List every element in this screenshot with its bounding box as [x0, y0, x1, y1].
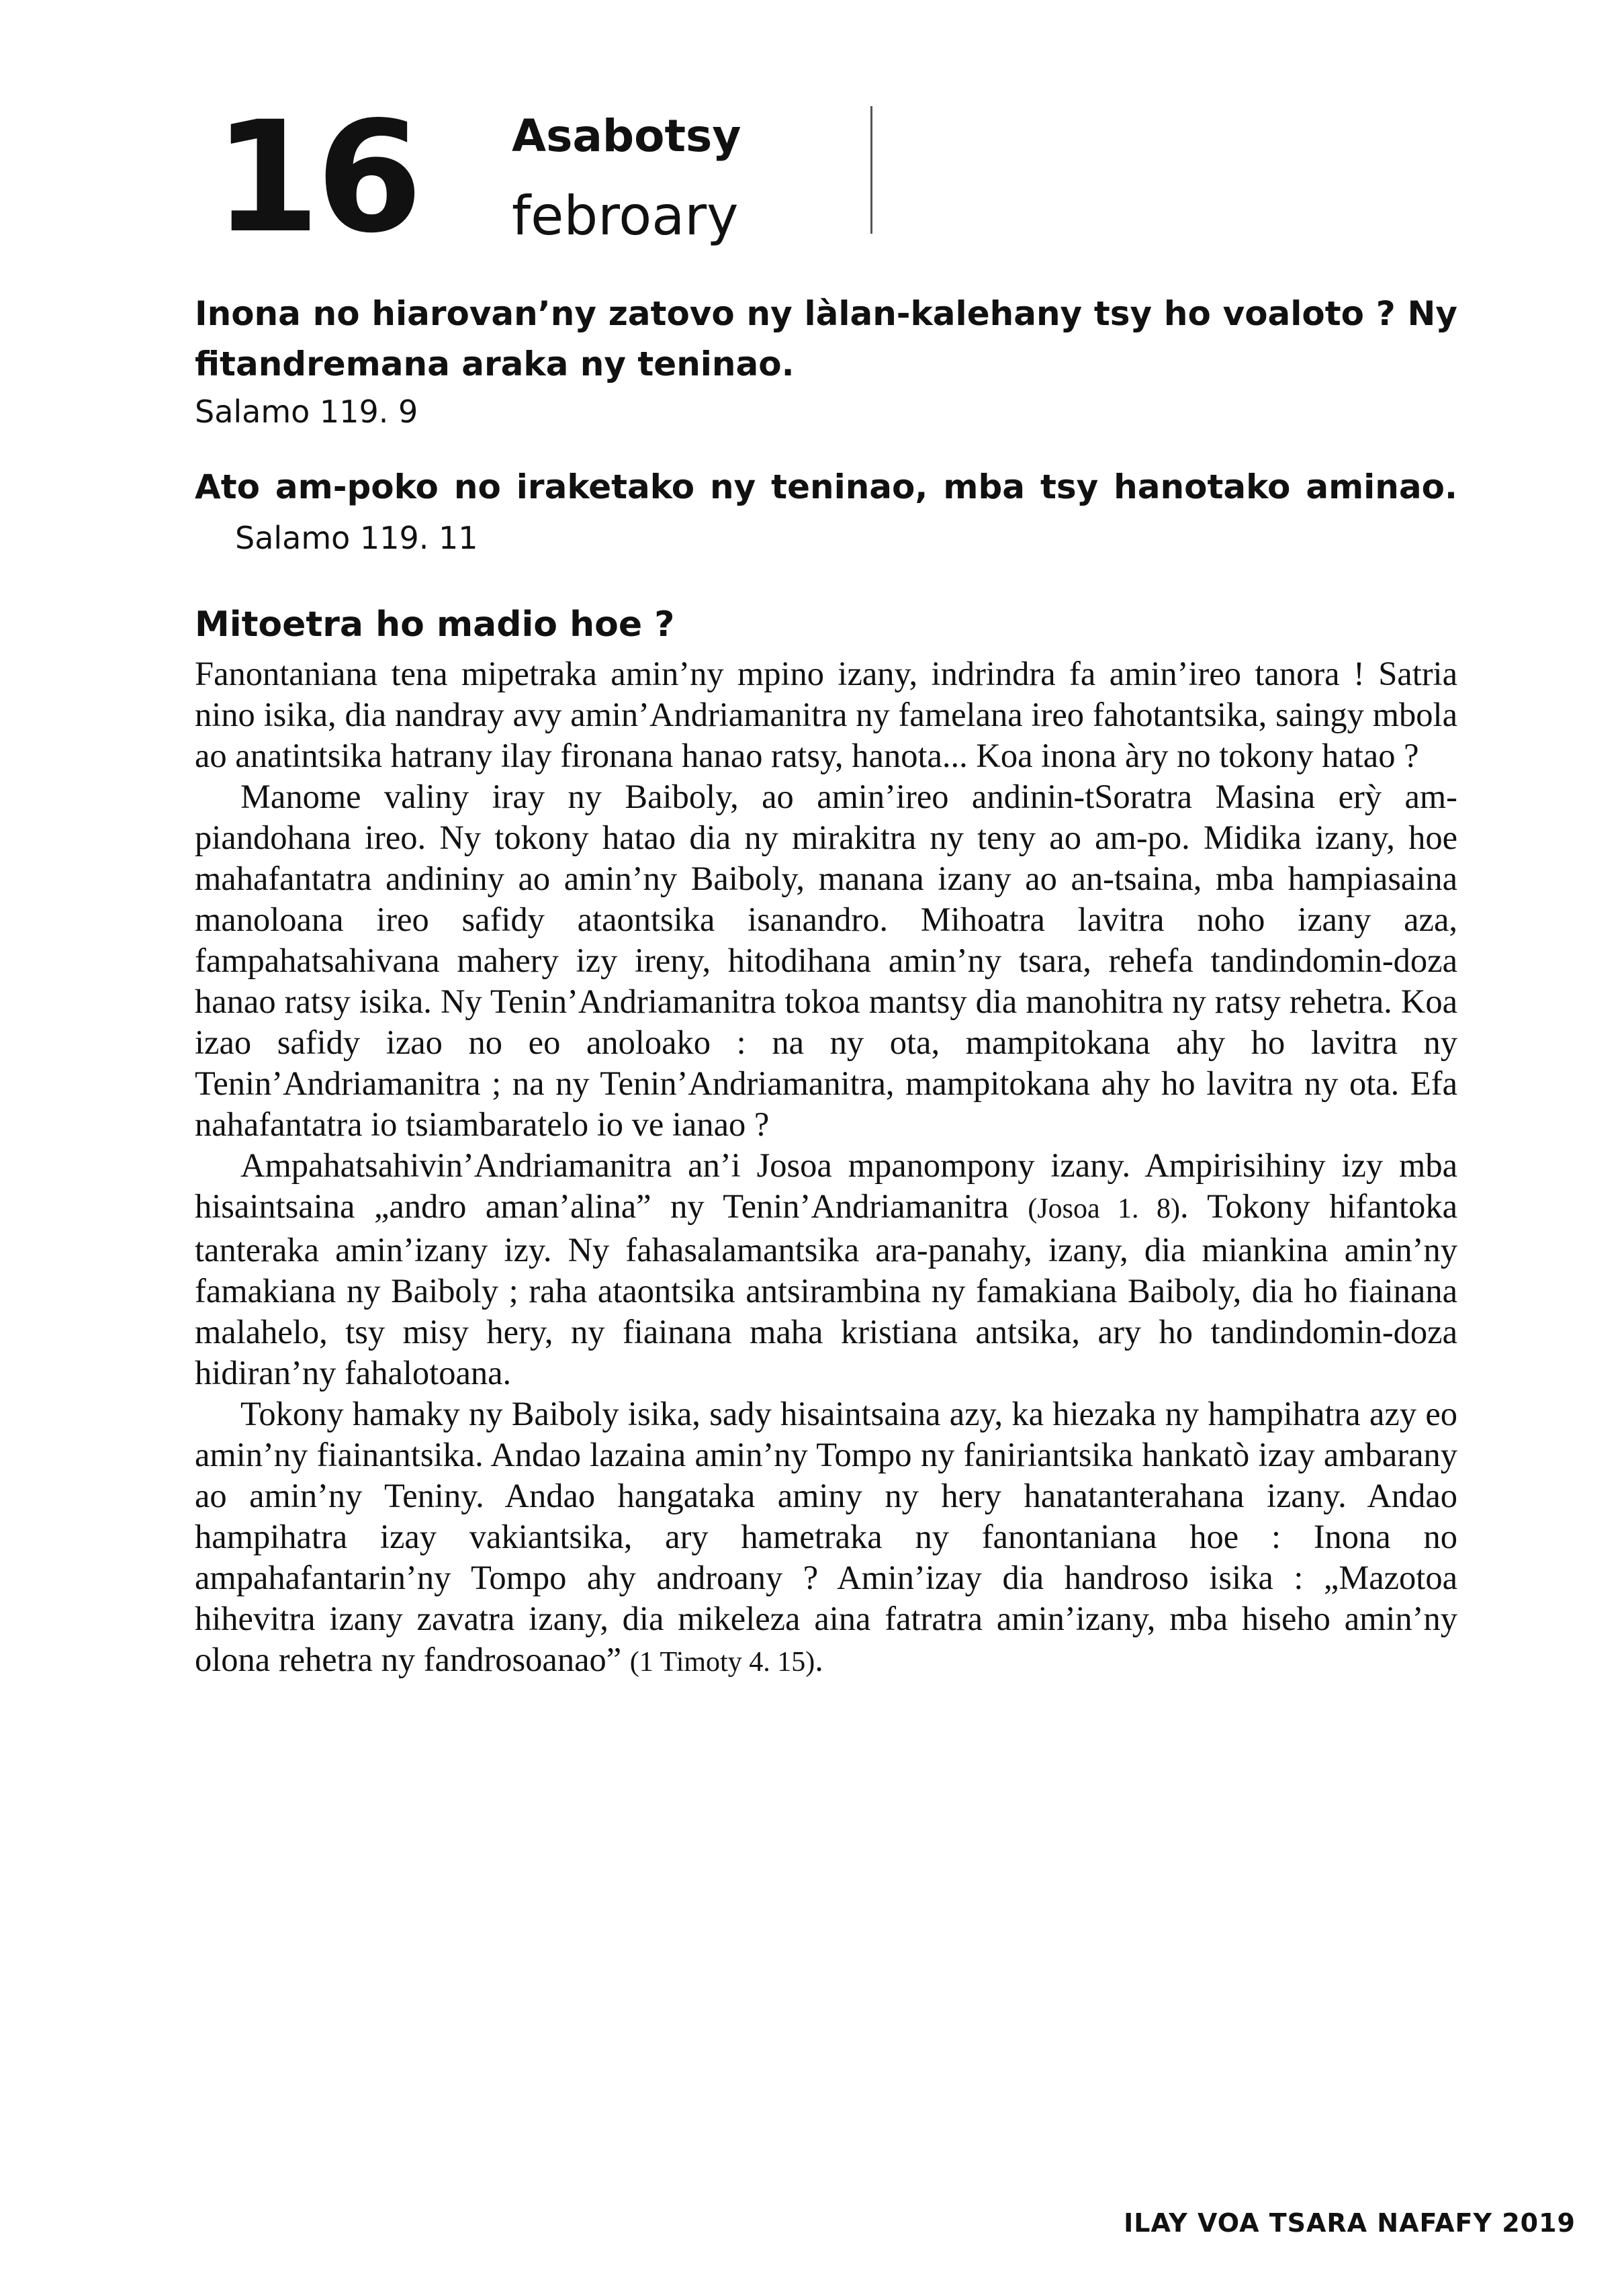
paragraph-3 [195, 1145, 1457, 1394]
article-heading: Mitoetra ho madio hoe ? [195, 604, 675, 645]
paragraph-2: Manome valiny iray ny Baiboly, ao amin’ireo andinin-tSoratra Masina erỳ am-piandohana ireo. Ny tokony hatao dia ny mirakitra ny teny ao am-po. Midika izany, hoe mahafantatra andininy ao amin’ny Baiboly, manana izany ao an-tsaina, mba hampiasaina manoloana ireo safidy ataontsika isanandro. Mihoatra lavitra noho izany aza, fampahatsahivana mahery izy ireny, hitodihana amin’ny tsara, rehefa tandindomin-doza hanao ratsy isika. Ny Tenin’Andriamanitra tokoa mantsy dia manohitra ny ratsy rehetra. Koa izao safidy izao no eo anoloako : na ny ota, mampitokana ahy ho lavitra ny Tenin’Andriamanitra ; na ny Tenin’Andriamanitra, mampitokana ahy ho lavitra ny ota. Efa nahafantatra io tsiambaratelo io ve ianao ? [195, 778, 1457, 1143]
header-divider [870, 106, 872, 234]
content [195, 289, 1457, 1683]
paragraph-4-text-a: Tokony hamaky ny Baiboly isika, sady hisaintsaina azy, ka hiezaka ny hampihatra azy eo amin’ny fiainantsika. Andao lazaina amin’ny Tompo ny faniriantsika hankatò izay ambarany ao amin’ny Teniny. Andao hangataka aminy ny hery hanatanterahana izany. Andao hampihatra izay vakiantsika, ary hametraka ny fanontaniana hoe : Inona no ampahafantarin’ny Tompo ahy androany ? Amin’izay dia handroso isika : „Mazotoa hihevitra izany zavatra izany, dia mikeleza aina fatratra amin’izany, mba hiseho amin’ny olona rehetra ny fandrosoanao” [195, 1395, 1457, 1678]
paragraph-3-reference: (Josoa 1. 8) [1028, 1193, 1180, 1224]
paragraph-4 [195, 1394, 1457, 1683]
paragraph-3-text-b: . Tokony hifantoka tanteraka amin’izany izy. Ny fahasalamantsika ara-panahy, izany, dia miankina amin’ny famakiana ny Baiboly ; raha ataontsika antsirambina ny famakiana Baiboly, dia ho fiainana malahelo, tsy misy hery, ny fiainana maha kristiana antsika, ary ho tandindomin-doza hidiran’ny fahalotoana. [195, 1187, 1457, 1392]
day-number: 16 [214, 88, 419, 267]
paragraph-4-reference: (1 Timoty 4. 15) [629, 1647, 815, 1678]
verse-2-reference: Salamo 119. 11 [235, 520, 478, 556]
footer-publication: ILAY VOA TSARA NAFAFY 2019 [1124, 2208, 1576, 2238]
paragraph-1: Fanontaniana tena mipetraka amin’ny mpino izany, indrindra fa amin’ireo tanora ! Satria nino isika, dia nandray avy amin’Andriamanitra ny famelana ireo fahotantsika, saingy mbola ao anatintsika hatrany ilay fironana hanao ratsy, hanota... Koa inona àry no tokony hatao ? [195, 655, 1457, 774]
verse-2 [195, 462, 1457, 563]
verse-1-text: Inona no hiarovan’ny zatovo ny làlan-kalehany tsy ho voaloto ? Ny fitandremana araka ny teninao. [195, 294, 1457, 383]
verse-2-text: Ato am-poko no iraketako ny teninao, mba tsy hanotako aminao. [195, 467, 1457, 506]
weekday: Asabotsy [512, 110, 741, 162]
paragraph-3-text-a: Ampahatsahivin’Andriamanitra an’i Josoa mpanompony izany. Ampirisihiny izy mba hisaintsaina „andro aman’alina” ny Tenin’Andriamanitra [195, 1146, 1457, 1225]
month: febroary [512, 185, 739, 247]
verse-1-reference: Salamo 119. 9 [195, 394, 418, 430]
paragraph-4-text-b: . [815, 1641, 823, 1678]
